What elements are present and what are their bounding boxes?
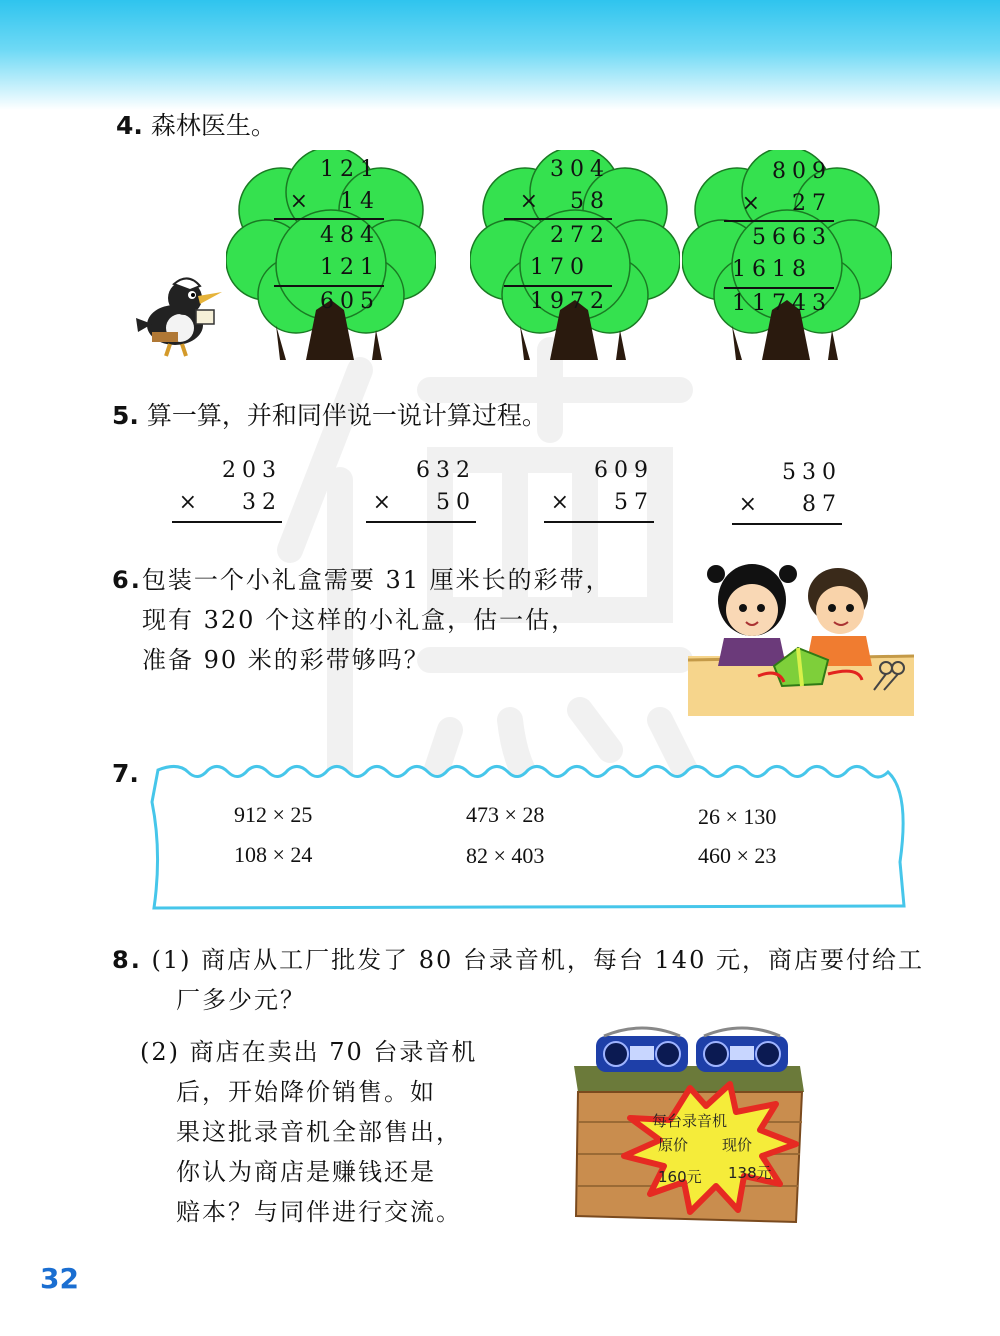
tree-2-line-1: 304 — [550, 157, 610, 182]
q5-problem-4-rule — [732, 523, 842, 525]
q8-part2-line-3: 果这批录音机全部售出， — [176, 1118, 462, 1146]
q4-title: 森林医生。 — [150, 111, 276, 140]
tree-3-rule-1 — [724, 220, 834, 222]
tree-3-line-1: 809 — [772, 159, 832, 184]
tree-2-rule-2 — [504, 285, 612, 287]
tree-2-line-5: 1972 — [530, 289, 610, 314]
tree-1-line-4: 121 — [320, 255, 380, 280]
q6-number: 6. — [112, 566, 142, 594]
q6-text-1: 包装一个小礼盒需要 31 厘米长的彩带， — [141, 566, 612, 594]
tree-2-line-4: 170 — [530, 255, 590, 280]
q7-expr-3: 26 × 130 — [698, 804, 777, 829]
tree-1-line-3: 484 — [320, 223, 380, 248]
q7-expr-1: 912 × 25 — [234, 802, 313, 827]
q5-problem-3-top: 609 — [594, 458, 654, 483]
q5-problem-1-bottom: × 32 — [178, 490, 282, 515]
kids-wrapping-gift-illustration — [688, 556, 914, 716]
q8-part2-line-5: 赔本？与同伴进行交流。 — [176, 1198, 462, 1226]
q6-line-2: 现有 320 个这样的小礼盒，估一估， — [142, 606, 578, 634]
q8-part2-line-4: 你认为商店是赚钱还是 — [176, 1158, 436, 1186]
q5-problem-1-top: 203 — [222, 458, 282, 483]
tree-3-line-5: 11743 — [732, 291, 832, 316]
q8-part2-label: (2) — [140, 1038, 180, 1066]
q8-part1-line-2: 厂多少元？ — [176, 986, 306, 1014]
q7-expr-2: 473 × 28 — [466, 802, 545, 827]
tree-2-line-3: 272 — [550, 223, 610, 248]
q5-problem-3-bottom: × 57 — [550, 490, 654, 515]
q5-problem-2 — [366, 455, 476, 523]
q5-problem-2-bottom: × 50 — [372, 490, 476, 515]
page-number: 32 — [40, 1262, 79, 1295]
q4-heading — [116, 110, 276, 142]
q5-problem-1-rule — [172, 521, 282, 523]
q7-scroll-frame — [148, 762, 912, 912]
q8-part1-line-1 — [112, 940, 924, 980]
q7-number: 7. — [112, 759, 139, 788]
header-band — [0, 0, 1000, 110]
recorder-shop-illustration — [570, 1026, 810, 1226]
tree-1-line-2: × 14 — [289, 189, 380, 214]
recorder-2-icon — [696, 1028, 788, 1072]
q8-part2-text-1: 商店在卖出 70 台录音机 — [189, 1038, 478, 1066]
q5-problem-2-rule — [366, 521, 476, 523]
sign-title: 每台录音机 — [652, 1112, 728, 1130]
q7-expr-6: 460 × 23 — [698, 843, 777, 868]
tree-3-line-3: 5663 — [752, 225, 832, 250]
tree-2-rule-1 — [504, 218, 612, 220]
bird-doctor-illustration — [130, 270, 225, 360]
sign-original-label: 原价 — [658, 1136, 689, 1154]
q7-expr-5: 82 × 403 — [466, 843, 545, 868]
q5-problem-4-bottom: × 87 — [738, 492, 842, 517]
q5-problem-4-top: 530 — [782, 460, 842, 485]
q8-part2-line-1 — [140, 1032, 477, 1072]
tree-3-line-4: 1618 — [732, 257, 812, 282]
tree-1-rule-2 — [274, 285, 384, 287]
q5-heading — [112, 400, 547, 432]
tree-1-rule-1 — [274, 218, 384, 220]
recorder-1-icon — [596, 1028, 688, 1072]
sign-current-label: 现价 — [722, 1136, 753, 1154]
q5-problem-2-top: 632 — [416, 458, 476, 483]
q5-title: 算一算，并和同伴说一说计算过程。 — [146, 401, 547, 430]
q6-line-3: 准备 90 米的彩带够吗？ — [142, 646, 430, 674]
tree-3-line-2: × 27 — [741, 191, 832, 216]
tree-1-line-1: 121 — [320, 157, 380, 182]
sign-original-price: 160元 — [658, 1168, 702, 1186]
tree-1-line-5: 605 — [320, 289, 380, 314]
q6-line-1 — [112, 560, 612, 600]
q8-part1-text-1: 商店从工厂批发了 80 台录音机，每台 140 元，商店要付给工 — [201, 946, 924, 974]
q8-part2-line-2: 后，开始降价销售。如 — [176, 1078, 436, 1106]
q8-part1-label: (1) — [151, 946, 192, 974]
q5-number: 5. — [112, 401, 139, 430]
q5-problem-3 — [544, 455, 654, 523]
q5-problem-1 — [172, 455, 282, 523]
tree-3-rule-2 — [724, 287, 834, 289]
q4-number: 4. — [116, 111, 143, 140]
tree-2-line-2: × 58 — [519, 189, 610, 214]
q7-expr-4: 108 × 24 — [234, 842, 313, 867]
q5-problem-4 — [732, 457, 842, 525]
q5-problem-3-rule — [544, 521, 654, 523]
q8-number: 8. — [112, 946, 142, 974]
sign-current-price: 138元 — [728, 1164, 772, 1182]
